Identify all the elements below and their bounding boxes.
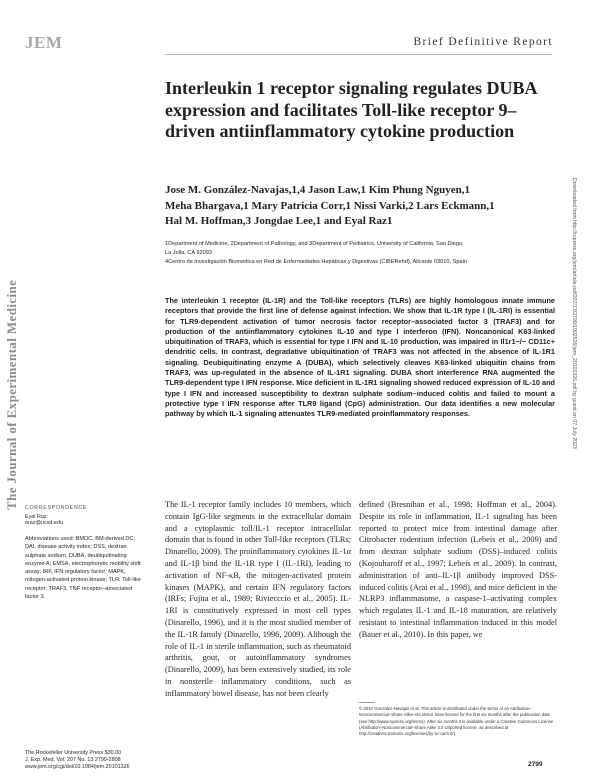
affiliation-line: 4Centro de Investigación Biomédica en Red de Enfermedades Hepáticas y Digestivas (CIBERehd), Alicante 03010, Spain <box>165 258 467 265</box>
body-column-left: The IL-1 receptor family includes 10 members, which contain IgG-like segments in the extracellular domain and a cytoplasmic toll/IL-1 receptor intracellular domain that is found in other Toll-like receptors (TLRs; Dinarello, 2009). The proinflammatory cytokines IL-1α and IL-1β bind the IL-1R type I (IL-1RI), leading to activation of NF-κB, the mitogen-activated protein kinases (MAPK), and certain IFN regulatory factors (IRFs; Fujita et al., 1989; Riviecccio et al., 2005). IL-1RI is constitutively expressed in most cell types (Dinarello, 1996), and it is the most studied member of the IL-1R family (Dinarello, 1996, 2009). Although the role of IL-1 in sterile inflammation, such as rheumatoid arthritis, gout, or autoinflammatory syndromes (Dinarello, 2009), has been extensively studied, its role in nonsterile inflammatory conditions, such as inflammatory bowel disease, has not been clearly <box>165 500 351 698</box>
license-rule <box>359 702 375 703</box>
download-note-text: Downloaded from http://rupress.org/jem/article-pdf/207/13/2799/1902526/jem_20101326.pdf by guest on 07 July 2023 <box>571 178 577 449</box>
abbreviations: Abbreviations used: BMDC, BM-derived DC; DAI, disease activity index; DSS, dextran sulphate sodium; DUBA, deubiquitinating enzyme A; EMSA, electrophoretic mobility shift assay; IRF, IFN regulatory factor; MAPK, mitogen-activated protein kinase; TLR, Toll-like receptor; TRAF3, TNF receptor–associated factor 3. <box>25 536 141 601</box>
body-column-right: defined (Bresnihan et al., 1998; Hoffman et al., 2004). Despite its role in inflammation, IL-1 signaling has been reported to protect mice from intestinal damage after Citrobacter rodentium infection (Lebeis et al., 2009) and from dextran sulphate sodium (DSS)–induced colitis (Kojouharoff et al., 1997; Lebeis et al., 2009). In contrast, administration of anti–IL-1β antibody improved DSS-induced colitis (Arai et al., 1998), and mice deficient in the NLRP3 inflammasome, a caspase-1–activating complex which regulates IL-1 and IL-18 maturation, are relatively resistant to intestinal inflammation induced in this model (Bauer et al., 2010). In this paper, we <box>359 500 557 639</box>
correspondence-email[interactable]: eraz@ucsd.edu <box>25 520 63 526</box>
header-rule <box>165 54 552 55</box>
affiliation-line: 1Department of Medicine, 2Department of Pathology, and 3Department of Pediatrics, University of California, San Diego, <box>165 241 464 247</box>
side-journal-title-text: The Journal of Experimental Medicine <box>4 279 19 510</box>
author-line: Hal M. Hoffman,3 Jongdae Lee,1 and Eyal Raz1 <box>165 215 393 228</box>
correspondence-label: CORRESPONDENCE <box>25 505 88 511</box>
journal-logo: JEM <box>25 33 63 52</box>
abstract: The interleukin 1 receptor (IL-1R) and the Toll-like receptors (TLRs) are highly homologous innate immune receptors that provide the first line of defense against infection. We show that IL-1R type I (IL-1RI) is essential for TLR9-dependent activation of tumor necrosis factor receptor–associated factor 3 (TRAF3) and for production of the antiinflammatory cytokines IL-10 and type I interferon (IFN). Noncanonical K63-linked ubiquitination of TRAF3, which is essential for type I IFN and IL-10 production, was impaired in Il1r1−/− CD11c+ dendritic cells. In contrast, degradative ubiquitination of TRAF3 was not affected in the absence of IL-1R1 signaling. Deubiquitinating enzyme A (DUBA), which selectively cleaves K63-linked ubiquitin chains from TRAF3, was up-regulated in the absence of IL-1R1 signaling. DUBA short interference RNA augmented the TLR9-dependent type I IFN response. Mice deficient in IL-1R1 signaling showed reduced expression of IL-10 and type I IFN and increased susceptibility to dextran sulphate sodium–induced colitis and failed to mount a protective type I IFN response after TLR9 ligand (CpG) administration. Our data identifies a new molecular pathway by which IL-1 signaling attenuates TLR9-mediated proinflammatory responses. <box>165 296 555 419</box>
publisher: The Rockefeller University Press $30.00 <box>25 750 122 756</box>
correspondence-name: Eyal Raz: <box>25 514 49 520</box>
affiliations <box>165 240 565 266</box>
author-line: Meha Bhargava,1 Mary Patricia Corr,1 Nissi Varki,2 Lars Eckmann,1 <box>165 199 495 212</box>
affiliation-line: La Jolla, CA 92093 <box>165 249 212 256</box>
author-line: Jose M. González-Navajas,1,4 Jason Law,1 Kim Phung Nguyen,1 <box>165 184 470 196</box>
license-text: © 2010 González-Navajas et al. This article is distributed under the terms of an Attribution–Noncommercial–Share Alike–No Mirror Sites license for the first six months after the publication date (see http://www.rupress.org/terms). After six months it is available under a Creative Commons License (Attribution–Noncommercial–Share Alike 3.0 Unported license, as described at http://creativecommons.org/licenses/by-nc-sa/3.0/). <box>359 706 554 737</box>
page-number: 2799 <box>528 761 543 768</box>
doi-link[interactable]: www.jem.org/cgi/doi/10.1084/jem.20101326 <box>25 764 130 770</box>
article-title: Interleukin 1 receptor signaling regulates DUBA expression and facilitates Toll-like receptor 9–driven antiinflammatory cytokine production <box>165 78 537 141</box>
journal-reference: J. Exp. Med. Vol. 207 No. 13 2799-2808 <box>25 757 121 763</box>
section-heading: Brief Definitive Report <box>413 36 553 48</box>
author-list <box>165 183 560 230</box>
